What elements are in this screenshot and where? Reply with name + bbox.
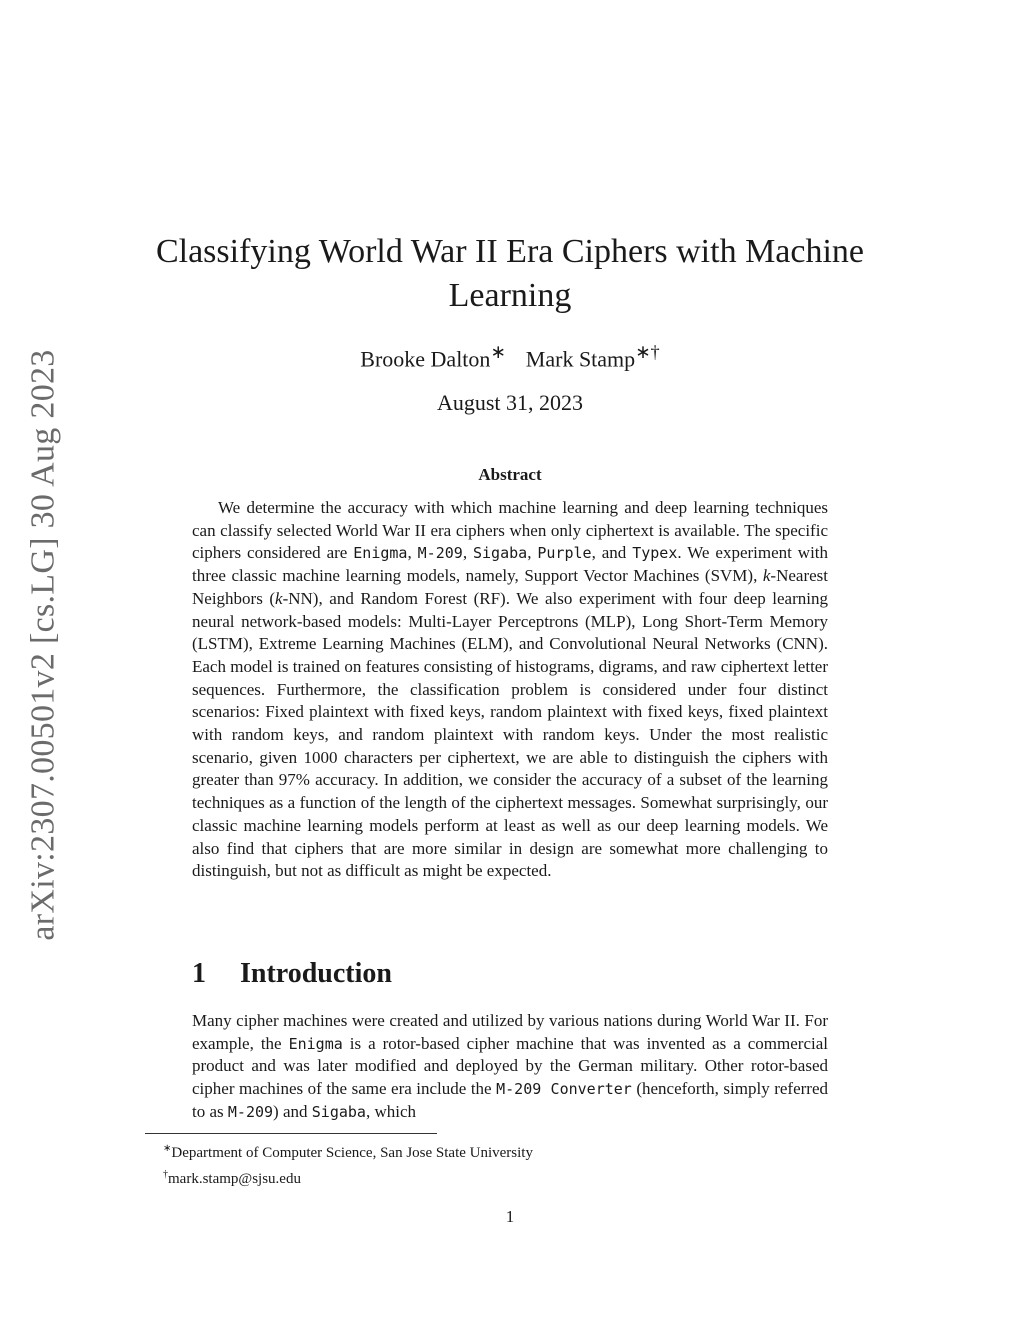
cipher-name: M-209 xyxy=(417,544,463,563)
footnote-text: Department of Computer Science, San Jose State University xyxy=(171,1145,533,1161)
introduction-paragraph: Many cipher machines were created and utilized by various nations during World War II. For example, the Enigma is a rotor-based cipher machine that was invented as a commercial product and was later modified and deployed by the German military. Other rotor-based cipher machines of the same era include the M-209 Converter (henceforth, simply referred to as M-209) and Sigaba, which xyxy=(192,1011,828,1121)
author-name: Brooke Dalton xyxy=(360,346,491,372)
author-list xyxy=(110,342,910,372)
section-heading xyxy=(192,958,392,990)
footnote xyxy=(163,1164,533,1190)
abstract-heading: Abstract xyxy=(478,465,542,484)
cipher-name: Enigma xyxy=(288,1034,343,1053)
cipher-name: Purple xyxy=(537,544,592,563)
footnote-mark: ∗ xyxy=(163,1143,172,1154)
section-number: 1 xyxy=(192,958,206,989)
arxiv-sidebar xyxy=(14,348,74,942)
paper-title: Classifying World War II Era Ciphers with Machine Learning xyxy=(155,233,865,314)
cipher-name: M-209 xyxy=(227,1102,274,1121)
author-affiliation-mark: ∗ xyxy=(490,342,506,362)
cipher-name: Typex xyxy=(632,544,678,563)
footnote-mark: † xyxy=(163,1169,168,1180)
author-name: Mark Stamp xyxy=(525,346,636,372)
cipher-name: Sigaba xyxy=(473,544,528,563)
section-title: Introduction xyxy=(240,958,392,989)
cipher-name: M-209 Converter xyxy=(496,1080,632,1099)
arxiv-identifier: arXiv:2307.00501v2 [cs.LG] 30 Aug 2023 xyxy=(25,349,63,941)
author-affiliation-mark: ∗† xyxy=(635,342,660,362)
page-number: 1 xyxy=(505,1207,515,1226)
footnotes xyxy=(163,1138,533,1190)
paper-date: August 31, 2023 xyxy=(436,390,584,415)
abstract-body: We determine the accuracy with which machine learning and deep learning techniques can classify selected World War II era ciphers when only ciphertext is available. The specific ciphers considered are Enigma, M-209, Sigaba, Purple, and Typex. We experiment with three classic machine learning models, namely, Support Vector Machines (SVM), k-Nearest Neighbors (k-NN), and Random Forest (RF). We also experiment with four deep learning neural network-based models: Multi-Layer Perceptrons (MLP), Long Short-Term Memory (LSTM), Extreme Learning Machines (ELM), and Convolutional Neural Networks (CNN). Each model is trained on features consisting of histograms, digrams, and raw ciphertext letter sequences. Furthermore, the classification problem is considered under four distinct scenarios: Fixed plaintext with fixed keys, random plaintext with fixed keys, fixed plaintext with random keys, and random plaintext with random keys. Under the most realistic scenario, given 1000 characters per ciphertext, we are able to distinguish the ciphers with greater than 97% accuracy. In addition, we consider the accuracy of a subset of the learning techniques as a function of the length of the ciphertext messages. Somewhat surprisingly, our classic machine learning models perform at least as well as our deep learning models. We also find that ciphers that are more similar in design are somewhat more challenging to distinguish, but not as difficult as might be expected. xyxy=(192,498,829,881)
footnote-text: mark.stamp@sjsu.edu xyxy=(168,1171,301,1187)
cipher-name: Sigaba xyxy=(311,1102,366,1121)
footnote xyxy=(163,1138,533,1164)
footnote-rule xyxy=(145,1133,437,1134)
cipher-name: Enigma xyxy=(353,544,408,563)
